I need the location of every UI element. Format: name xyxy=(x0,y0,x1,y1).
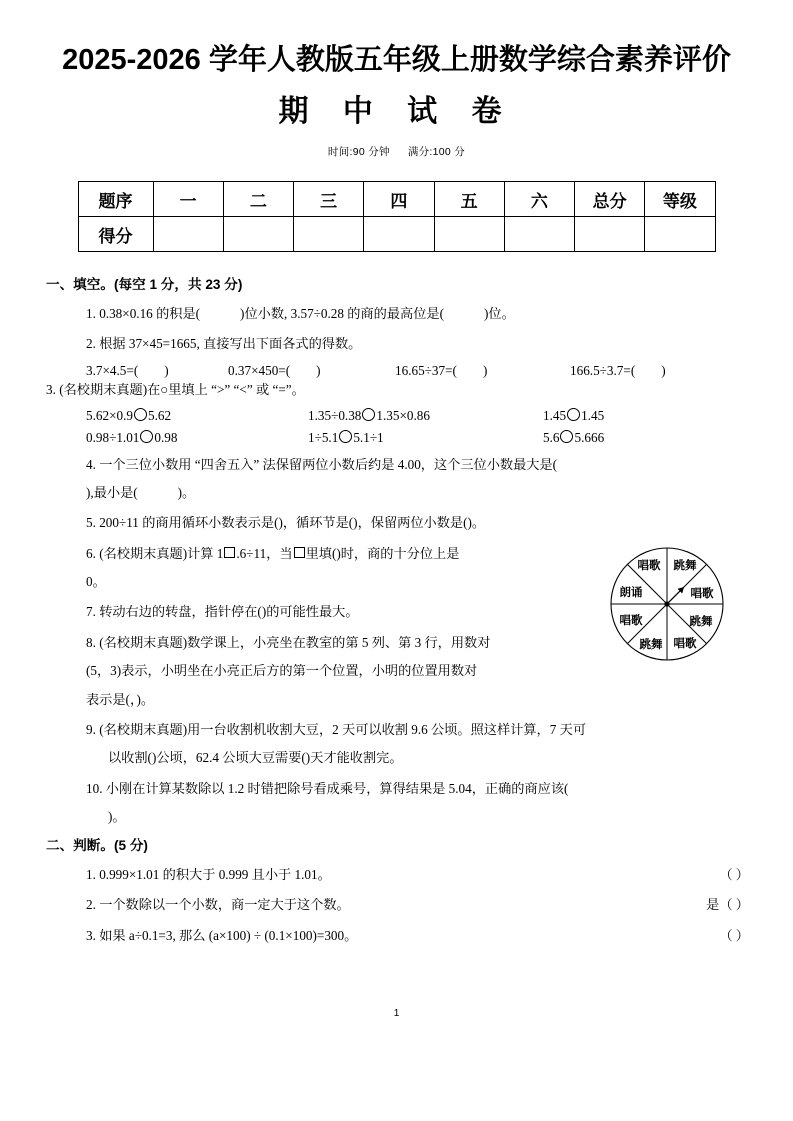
square-blank-icon[interactable] xyxy=(224,547,235,558)
question-3-compare-6: 5.6 5.666 xyxy=(543,430,605,446)
table-row-score xyxy=(78,217,715,252)
score-cell-total[interactable] xyxy=(575,217,645,252)
score-cell-1[interactable] xyxy=(153,217,223,252)
tf-question-1-text: 1. 0.999×1.01 的积大于 0.999 且小于 1.01。 xyxy=(86,867,331,883)
spinner-sector-label-7: 唱歌 xyxy=(619,615,643,627)
question-10: 10. 小刚在计算某数除以 1.2 时错把除号看成乘号，算得结果是 5.04，正确的商应该( xyxy=(86,780,569,796)
question-7: 7. 转动右边的转盘，指针停在()的可能性最大。 xyxy=(86,604,359,620)
circle-blank-icon[interactable] xyxy=(567,408,580,421)
question-2-expr-1: 3.7×4.5=( ) xyxy=(86,362,169,378)
row-label-question-order: 题序 xyxy=(78,182,153,217)
question-9-line-2: 以收割()公顷，62.4 公顷大豆需要()天才能收割完。 xyxy=(108,750,403,766)
question-10-line-2: )。 xyxy=(108,809,126,825)
question-6-part-b: .6÷11，当 xyxy=(236,545,293,561)
score-cell-3[interactable] xyxy=(294,217,364,252)
circle-blank-icon[interactable] xyxy=(362,408,375,421)
question-2: 2. 根据 37×45=1665, 直接写出下面各式的得数。 xyxy=(86,336,362,352)
exam-meta xyxy=(0,130,793,159)
score-col-header-4: 四 xyxy=(364,182,434,217)
question-8: 8. (名校期末真题)数学课上，小亮坐在教室的第 5 列、第 3 行，用数对 xyxy=(86,634,491,650)
square-blank-icon[interactable] xyxy=(294,547,305,558)
question-3-row-1 xyxy=(64,400,749,422)
question-9: 9. (名校期末真题)用一台收割机收割大豆，2 天可以收割 9.6 公顷。照这样计算，7 天可 xyxy=(86,721,587,737)
score-col-header-6: 六 xyxy=(504,182,574,217)
score-table xyxy=(78,181,716,252)
spinner-sector-label-1: 唱歌 xyxy=(637,560,661,572)
question-3-compare-1: 5.62×0.9 5.62 xyxy=(86,408,172,424)
question-2-expr-3: 16.65÷37=( ) xyxy=(395,362,488,378)
tf-question-1-answer-blank[interactable]: （ ） xyxy=(719,867,749,883)
question-8-line-2: (5，3)表示，小明坐在小亮正后方的第一个位置，小明的位置用数对 xyxy=(86,663,478,679)
question-2-expr-4: 166.5÷3.7=( ) xyxy=(570,362,666,378)
score-cell-4[interactable] xyxy=(364,217,434,252)
score-col-header-1: 一 xyxy=(153,182,223,217)
question-2-expressions xyxy=(64,355,749,377)
question-3-compare-4: 0.98÷1.01 0.98 xyxy=(86,430,178,446)
score-cell-6[interactable] xyxy=(504,217,574,252)
spinner-sector-label-6: 跳舞 xyxy=(639,639,663,651)
page-number: 1 xyxy=(393,1008,400,1019)
spinner-wheel-diagram xyxy=(606,543,728,665)
score-col-header-5: 五 xyxy=(434,182,504,217)
question-3-compare-3: 1.45 1.45 xyxy=(543,408,605,424)
question-8-line-3: 表示是(，)。 xyxy=(86,691,155,707)
circle-blank-icon[interactable] xyxy=(339,430,352,443)
question-2-expr-2: 0.37×450=( ) xyxy=(228,362,321,378)
score-col-header-total: 总分 xyxy=(575,182,645,217)
spinner-sector-label-8: 朗诵 xyxy=(619,587,643,599)
tf-question-2-answer-blank[interactable]: 是（ ） xyxy=(706,897,749,913)
spinner-sector-label-2: 跳舞 xyxy=(673,560,697,572)
score-col-header-3: 三 xyxy=(294,182,364,217)
score-cell-grade[interactable] xyxy=(645,217,715,252)
time-limit-label: 时间:90 分钟 xyxy=(327,146,390,159)
spinner-sector-label-3: 唱歌 xyxy=(690,588,714,600)
score-cell-5[interactable] xyxy=(434,217,504,252)
question-1 xyxy=(64,294,749,324)
circle-blank-icon[interactable] xyxy=(134,408,147,421)
circle-blank-icon[interactable] xyxy=(560,430,573,443)
question-3-compare-5: 1÷5.1 5.1÷1 xyxy=(308,430,384,446)
question-6 xyxy=(64,534,631,564)
tf-question-3-answer-blank[interactable]: （ ） xyxy=(719,927,749,943)
tf-question-1 xyxy=(64,855,749,885)
question-3: 3. (名校期末真题)在○里填上 “>” “<” 或 “=”。 xyxy=(46,381,305,397)
question-4-part-b: ),最小是( xyxy=(86,484,138,500)
page-title: 2025-2026 学年人教版五年级上册数学综合素养评价 xyxy=(62,44,731,76)
tf-question-3-text: 3. 如果 a÷0.1=3, 那么 (a×100) ÷ (0.1×100)=300。 xyxy=(86,927,358,943)
tf-question-2 xyxy=(64,885,749,915)
section-heading-true-false: 二、判断。(5 分) xyxy=(46,838,148,854)
tf-question-2-text: 2. 一个数除以一个小数，商一定大于这个数。 xyxy=(86,897,350,913)
total-score-label: 满分:100 分 xyxy=(407,146,466,159)
question-4-line-2 xyxy=(64,475,749,503)
tf-question-3 xyxy=(64,916,749,946)
score-table-container xyxy=(78,181,716,252)
question-1-part-b: )位小数, 3.57÷0.28 的商的最高位是( xyxy=(240,305,444,321)
question-3-compare-2: 1.35÷0.38 1.35×0.86 xyxy=(308,408,430,424)
question-4-part-a: 4. 一个三位小数用 “四舍五入” 法保留两位小数后约是 4.00，这个三位小数最大是( xyxy=(86,456,558,472)
question-1-part-a: 1. 0.38×0.16 的积是( xyxy=(86,305,201,321)
question-6-part-a: 6. (名校期末真题)计算 1 xyxy=(86,545,224,561)
question-4-part-c: )。 xyxy=(177,484,196,500)
spinner-sector-label-4: 跳舞 xyxy=(689,616,713,628)
circle-blank-icon[interactable] xyxy=(140,430,153,443)
question-3-row-2 xyxy=(64,422,749,444)
question-6-line-2: 0。 xyxy=(86,574,106,590)
question-1-part-c: )位。 xyxy=(484,305,515,321)
question-6-part-c: 里填()时，商的十分位上是 xyxy=(305,545,460,561)
question-4 xyxy=(64,445,749,475)
spinner-sector-label-5: 唱歌 xyxy=(673,638,697,650)
question-5: 5. 200÷11 的商用循环小数表示是()，循环节是()，保留两位小数是()。 xyxy=(86,515,486,531)
score-col-header-2: 二 xyxy=(223,182,293,217)
row-label-score: 得分 xyxy=(78,217,153,252)
score-cell-2[interactable] xyxy=(223,217,293,252)
page-subtitle: 期 中 试 卷 xyxy=(278,95,515,129)
section-heading-fill-blank: 一、填空。(每空 1 分，共 23 分) xyxy=(46,277,243,293)
table-row-header xyxy=(78,182,715,217)
score-col-header-grade: 等级 xyxy=(645,182,715,217)
